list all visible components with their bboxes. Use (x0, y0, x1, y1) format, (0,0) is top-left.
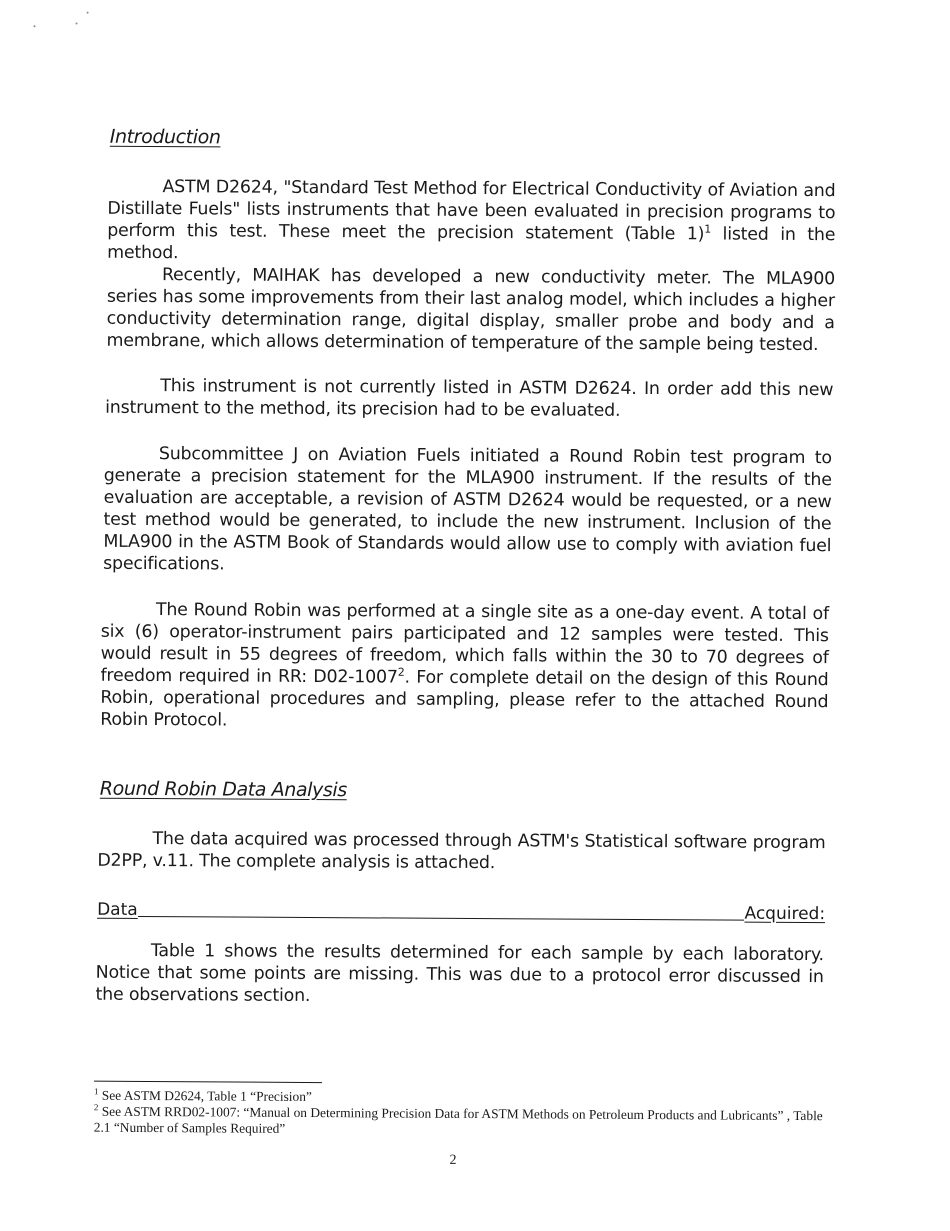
page-number: 2 (449, 1152, 457, 1168)
footnote-ref-2: 2 (397, 665, 405, 679)
intro-paragraph-5-tail: . For complete detail on the design of this Round Robin, operational procedures and sampling, please refer to the attached Round Robin Protocol. (100, 667, 829, 731)
intro-paragraph-1-text: ASTM D2624, "Standard Test Method for Electrical Conductivity of Aviation and Distillate Fuels" lists instruments that have been evaluated in precision programs to perform this test. These meet the precision statement (Table 1) (107, 177, 836, 245)
introduction-heading: Introduction (109, 125, 221, 149)
analysis-paragraph-2: Table 1 shows the results determined for each sample by each laboratory. Notice that some points are missing. This was due to a protocol error discussed in the observations section. (95, 941, 824, 1007)
analysis-heading: Round Robin Data Analysis (99, 777, 347, 802)
subheading-rule (138, 916, 745, 921)
footnote-1-number: 1 (93, 1086, 99, 1097)
scan-speck (87, 12, 89, 14)
intro-paragraph-2: Recently, MAIHAK has developed a new conductivity meter. The MLA900 series has some improvements from their last analog model, which includes a higher conductivity determination range, digital display, smaller probe and body and a membrane, which allows determination of temperature of the sample being tested. (106, 265, 836, 356)
intro-paragraph-5-text: The Round Robin was performed at a single site as a one-day event. A total of six (6) operator-instrument pairs participated and 12 samples were tested. This would result in 55 degrees of freedom, which falls within the 30 to 70 degrees of freedom required in RR: D02-1007 (100, 600, 829, 688)
footnote-ref-1: 1 (704, 222, 712, 236)
data-acquired-subheading (97, 894, 825, 924)
scan-speck (76, 23, 78, 25)
subheading-data: Data (97, 899, 138, 920)
intro-paragraph-3: This instrument is not currently listed in ASTM D2624. In order add this new instrument to the method, its precision had to be evaluated. (105, 376, 834, 421)
footnote-separator (94, 1081, 322, 1083)
analysis-paragraph-1: The data acquired was processed through ASTM's Statistical software program D2PP, v.11. The complete analysis is attached. (97, 829, 826, 874)
footnote-2 (94, 1104, 834, 1141)
footnote-2-number: 2 (93, 1102, 99, 1113)
intro-paragraph-1-tail: listed in the method. (107, 224, 836, 264)
footnotes (94, 1088, 834, 1141)
subheading-acquired: Acquired: (744, 903, 826, 925)
scan-speck (33, 25, 35, 27)
footnote-2-text: See ASTM RRD02-1007: “Manual on Determining Precision Data for ASTM Methods on Petroleum Products and Lubricants” , Table 2.1 “Number of Samples Required” (93, 1103, 823, 1136)
intro-paragraph-4: Subcommittee J on Aviation Fuels initiated a Round Robin test program to generate a precision statement for the MLA900 instrument. If the results of the evaluation are acceptable, a revision of ASTM D2624 would be requested, or a new test method would be generated, to include the new instrument. Inclusion of the MLA900 in the ASTM Book of Standards would allow use to comply with aviation fuel specifications. (103, 444, 832, 575)
footnote-1-text: See ASTM D2624, Table 1 “Precision” (98, 1087, 312, 1105)
intro-paragraph-1 (107, 176, 836, 268)
intro-paragraph-5 (100, 599, 829, 735)
